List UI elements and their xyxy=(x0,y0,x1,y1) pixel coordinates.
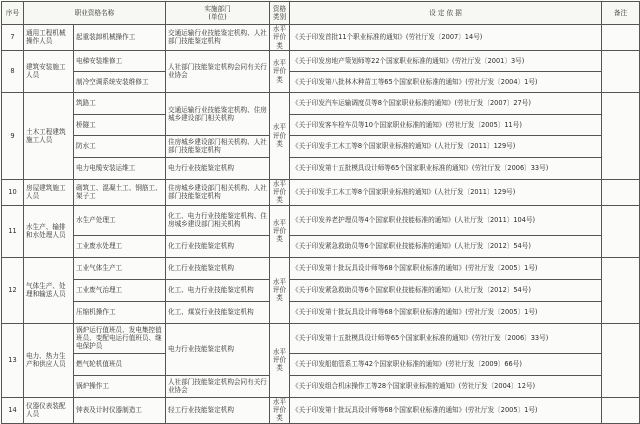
header-row xyxy=(2,2,640,25)
seq-cell: 7 xyxy=(2,25,24,51)
category-cell: 水平评价类 xyxy=(270,323,290,397)
dept-cell: 化工行业技能鉴定机构 xyxy=(166,235,270,257)
table-row xyxy=(2,257,640,279)
table-row xyxy=(2,397,640,423)
dept-cell: 化工、煤炭行业技能鉴定机构 xyxy=(166,301,270,323)
table-row xyxy=(2,135,640,157)
group-cell: 通用工程机械操作人员 xyxy=(24,25,74,51)
header-name: 职业资格名称 xyxy=(24,2,166,25)
dept-cell: 化工、电力行业技能鉴定机构、住房城乡建设部门相关机构 xyxy=(166,205,270,235)
occupation-cell: 工业气体生产工 xyxy=(74,257,166,279)
remark-cell xyxy=(602,257,640,323)
dept-cell: 轻工行业技能鉴定机构 xyxy=(166,397,270,423)
table-row xyxy=(2,353,640,375)
category-cell: 水平评价类 xyxy=(270,25,290,51)
seq-cell: 9 xyxy=(2,92,24,179)
basis-cell: 《关于印发养老护理员等4个国家职业技能标准的通知》(人社厅发〔2011〕104号) xyxy=(290,205,602,235)
occupation-cell: 电力电缆安装运维工 xyxy=(74,157,166,179)
occupation-cell: 钟表及计时仪器制造工 xyxy=(74,397,166,423)
basis-cell: 《关于印发紧急救助员等6个国家职业技能标准的通知》(人社厅发〔2012〕54号) xyxy=(290,279,602,301)
occupation-cell: 锅炉运行值班员、发电集控值班员、变配电运行值班员、继电保护员 xyxy=(74,323,166,353)
basis-cell: 《关于印发手工木工等8个国家职业标准的通知》(人社厅发〔2011〕129号) xyxy=(290,179,602,205)
occupation-cell: 筑路工 xyxy=(74,92,166,114)
dept-cell: 化工、电力行业技能鉴定机构 xyxy=(166,279,270,301)
dept-cell: 化工行业技能鉴定机构 xyxy=(166,257,270,279)
table-row xyxy=(2,235,640,257)
group-cell: 仪器仪表装配人员 xyxy=(24,397,74,423)
remark-cell xyxy=(602,50,640,92)
table-row xyxy=(2,92,640,114)
remark-cell xyxy=(602,179,640,205)
seq-cell: 11 xyxy=(2,205,24,257)
group-cell: 水生产、输排和水处理人员 xyxy=(24,205,74,257)
document-table-page xyxy=(0,1,640,423)
seq-cell: 14 xyxy=(2,397,24,423)
category-cell: 水平评价类 xyxy=(270,179,290,205)
basis-cell: 《关于印发船舶管系工等42个国家职业标准的通知》(劳社厅发〔2009〕66号) xyxy=(290,353,602,375)
table-row xyxy=(2,50,640,71)
occupation-cell: 工业废气治理工 xyxy=(74,279,166,301)
occupation-cell: 工业废水处理工 xyxy=(74,235,166,257)
occupation-cell: 桥隧工 xyxy=(74,114,166,135)
dept-cell: 人社部门技能鉴定机构会同有关行业协会 xyxy=(166,375,270,397)
occupation-cell: 制冷空调系统安装维修工 xyxy=(74,71,166,92)
basis-cell: 《关于印发第十批玩具设计师等68个国家职业标准的通知》(劳社厅发〔2005〕1号) xyxy=(290,257,602,279)
dept-cell: 电力行业技能鉴定机构 xyxy=(166,157,270,179)
occupation-cell: 防水工 xyxy=(74,135,166,157)
group-cell: 建筑安装施工人员 xyxy=(24,50,74,92)
basis-cell: 《关于印发客车检车员等10个国家职业标准的通知》(劳社厅发〔2005〕11号) xyxy=(290,114,602,135)
seq-cell: 10 xyxy=(2,179,24,205)
dept-cell: 交通运输行业技能鉴定机构、人社部门技能鉴定机构 xyxy=(166,25,270,51)
remark-cell xyxy=(602,92,640,179)
qualification-table xyxy=(1,1,640,424)
header-seq: 序号 xyxy=(2,2,24,25)
basis-cell: 《关于印发手工木工等8个国家职业标准的通知》(人社厅发〔2011〕129号) xyxy=(290,135,602,157)
group-cell: 电力、热力生产和供应人员 xyxy=(24,323,74,397)
category-cell: 水平评价类 xyxy=(270,397,290,423)
occupation-cell: 锅炉操作工 xyxy=(74,375,166,397)
basis-cell: 《关于印发第十五批模具设计师等65个国家职业标准的通知》(劳社厅发〔2006〕33号) xyxy=(290,323,602,353)
remark-cell xyxy=(602,25,640,51)
occupation-cell: 压缩机操作工 xyxy=(74,301,166,323)
basis-cell: 《关于印发组合机床操作工等28个国家职业标准的通知》(劳社厅发〔2004〕12号) xyxy=(290,375,602,397)
seq-cell: 8 xyxy=(2,50,24,92)
category-cell: 水平评价类 xyxy=(270,257,290,323)
table-row xyxy=(2,323,640,353)
remark-cell xyxy=(602,323,640,397)
seq-cell: 12 xyxy=(2,257,24,323)
header-basis: 设 定 依 据 xyxy=(290,2,602,25)
category-cell: 水平评价类 xyxy=(270,50,290,92)
header-dept: 实施部门 (单位) xyxy=(166,2,270,25)
table-row xyxy=(2,375,640,397)
table-row xyxy=(2,179,640,205)
table-row xyxy=(2,279,640,301)
dept-cell: 交通运输行业技能鉴定机构、住房城乡建设部门相关机构 xyxy=(166,92,270,135)
basis-cell: 《关于印发第十批玩具设计师等68个国家职业标准的通知》(劳社厅发〔2005〕1号) xyxy=(290,397,602,423)
group-cell: 土木工程建筑施工人员 xyxy=(24,92,74,179)
basis-cell: 《关于印发汽车运输调度员等8个国家职业标准的通知》(劳社厅发〔2007〕27号) xyxy=(290,92,602,114)
occupation-cell: 起重装卸机械操作工 xyxy=(74,25,166,51)
occupation-cell: 电梯安装维修工 xyxy=(74,50,166,71)
category-cell: 水平评价类 xyxy=(270,92,290,179)
dept-cell: 住房城乡建设部门相关机构、人社部门技能鉴定机构 xyxy=(166,135,270,157)
table-row xyxy=(2,71,640,92)
occupation-cell: 燃气轮机值班员 xyxy=(74,353,166,375)
category-cell: 水平评价类 xyxy=(270,205,290,257)
basis-cell: 《关于印发第十五批模具设计师等65个国家职业标准的通知》(劳社厅发〔2006〕33号) xyxy=(290,157,602,179)
table-row xyxy=(2,25,640,51)
occupation-cell: 砌筑工、混凝土工、钢筋工、架子工 xyxy=(74,179,166,205)
basis-cell: 《关于印发房地产策划师等22个国家职业标准的通知》(劳社厅发〔2001〕3号) xyxy=(290,50,602,71)
basis-cell: 《关于印发第十批玩具设计师等68个国家职业标准的通知》(劳社厅发〔2005〕1号) xyxy=(290,301,602,323)
group-cell: 房屋建筑施工人员 xyxy=(24,179,74,205)
dept-cell: 住房城乡建设部门相关机构、人社部门技能鉴定机构 xyxy=(166,179,270,205)
table-row xyxy=(2,157,640,179)
table-row xyxy=(2,114,640,135)
remark-cell xyxy=(602,397,640,423)
basis-cell: 《关于印发第八批林木种苗工等65个国家职业标准的通知》(劳社厅发〔2004〕1号) xyxy=(290,71,602,92)
basis-cell: 《关于印发首批11个职业标准的通知》(劳社厅发〔2007〕14号) xyxy=(290,25,602,51)
seq-cell: 13 xyxy=(2,323,24,397)
dept-cell: 电力行业技能鉴定机构 xyxy=(166,323,270,375)
table-row xyxy=(2,301,640,323)
table-row xyxy=(2,205,640,235)
group-cell: 气体生产、处理和输送人员 xyxy=(24,257,74,323)
header-category: 资格 类别 xyxy=(270,2,290,25)
dept-cell: 人社部门技能鉴定机构会同有关行业协会 xyxy=(166,50,270,92)
header-remark: 备注 xyxy=(602,2,640,25)
remark-cell xyxy=(602,205,640,257)
occupation-cell: 水生产处理工 xyxy=(74,205,166,235)
basis-cell: 《关于印发紧急救助员等6个国家职业技能标准的通知》(人社厅发〔2012〕54号) xyxy=(290,235,602,257)
